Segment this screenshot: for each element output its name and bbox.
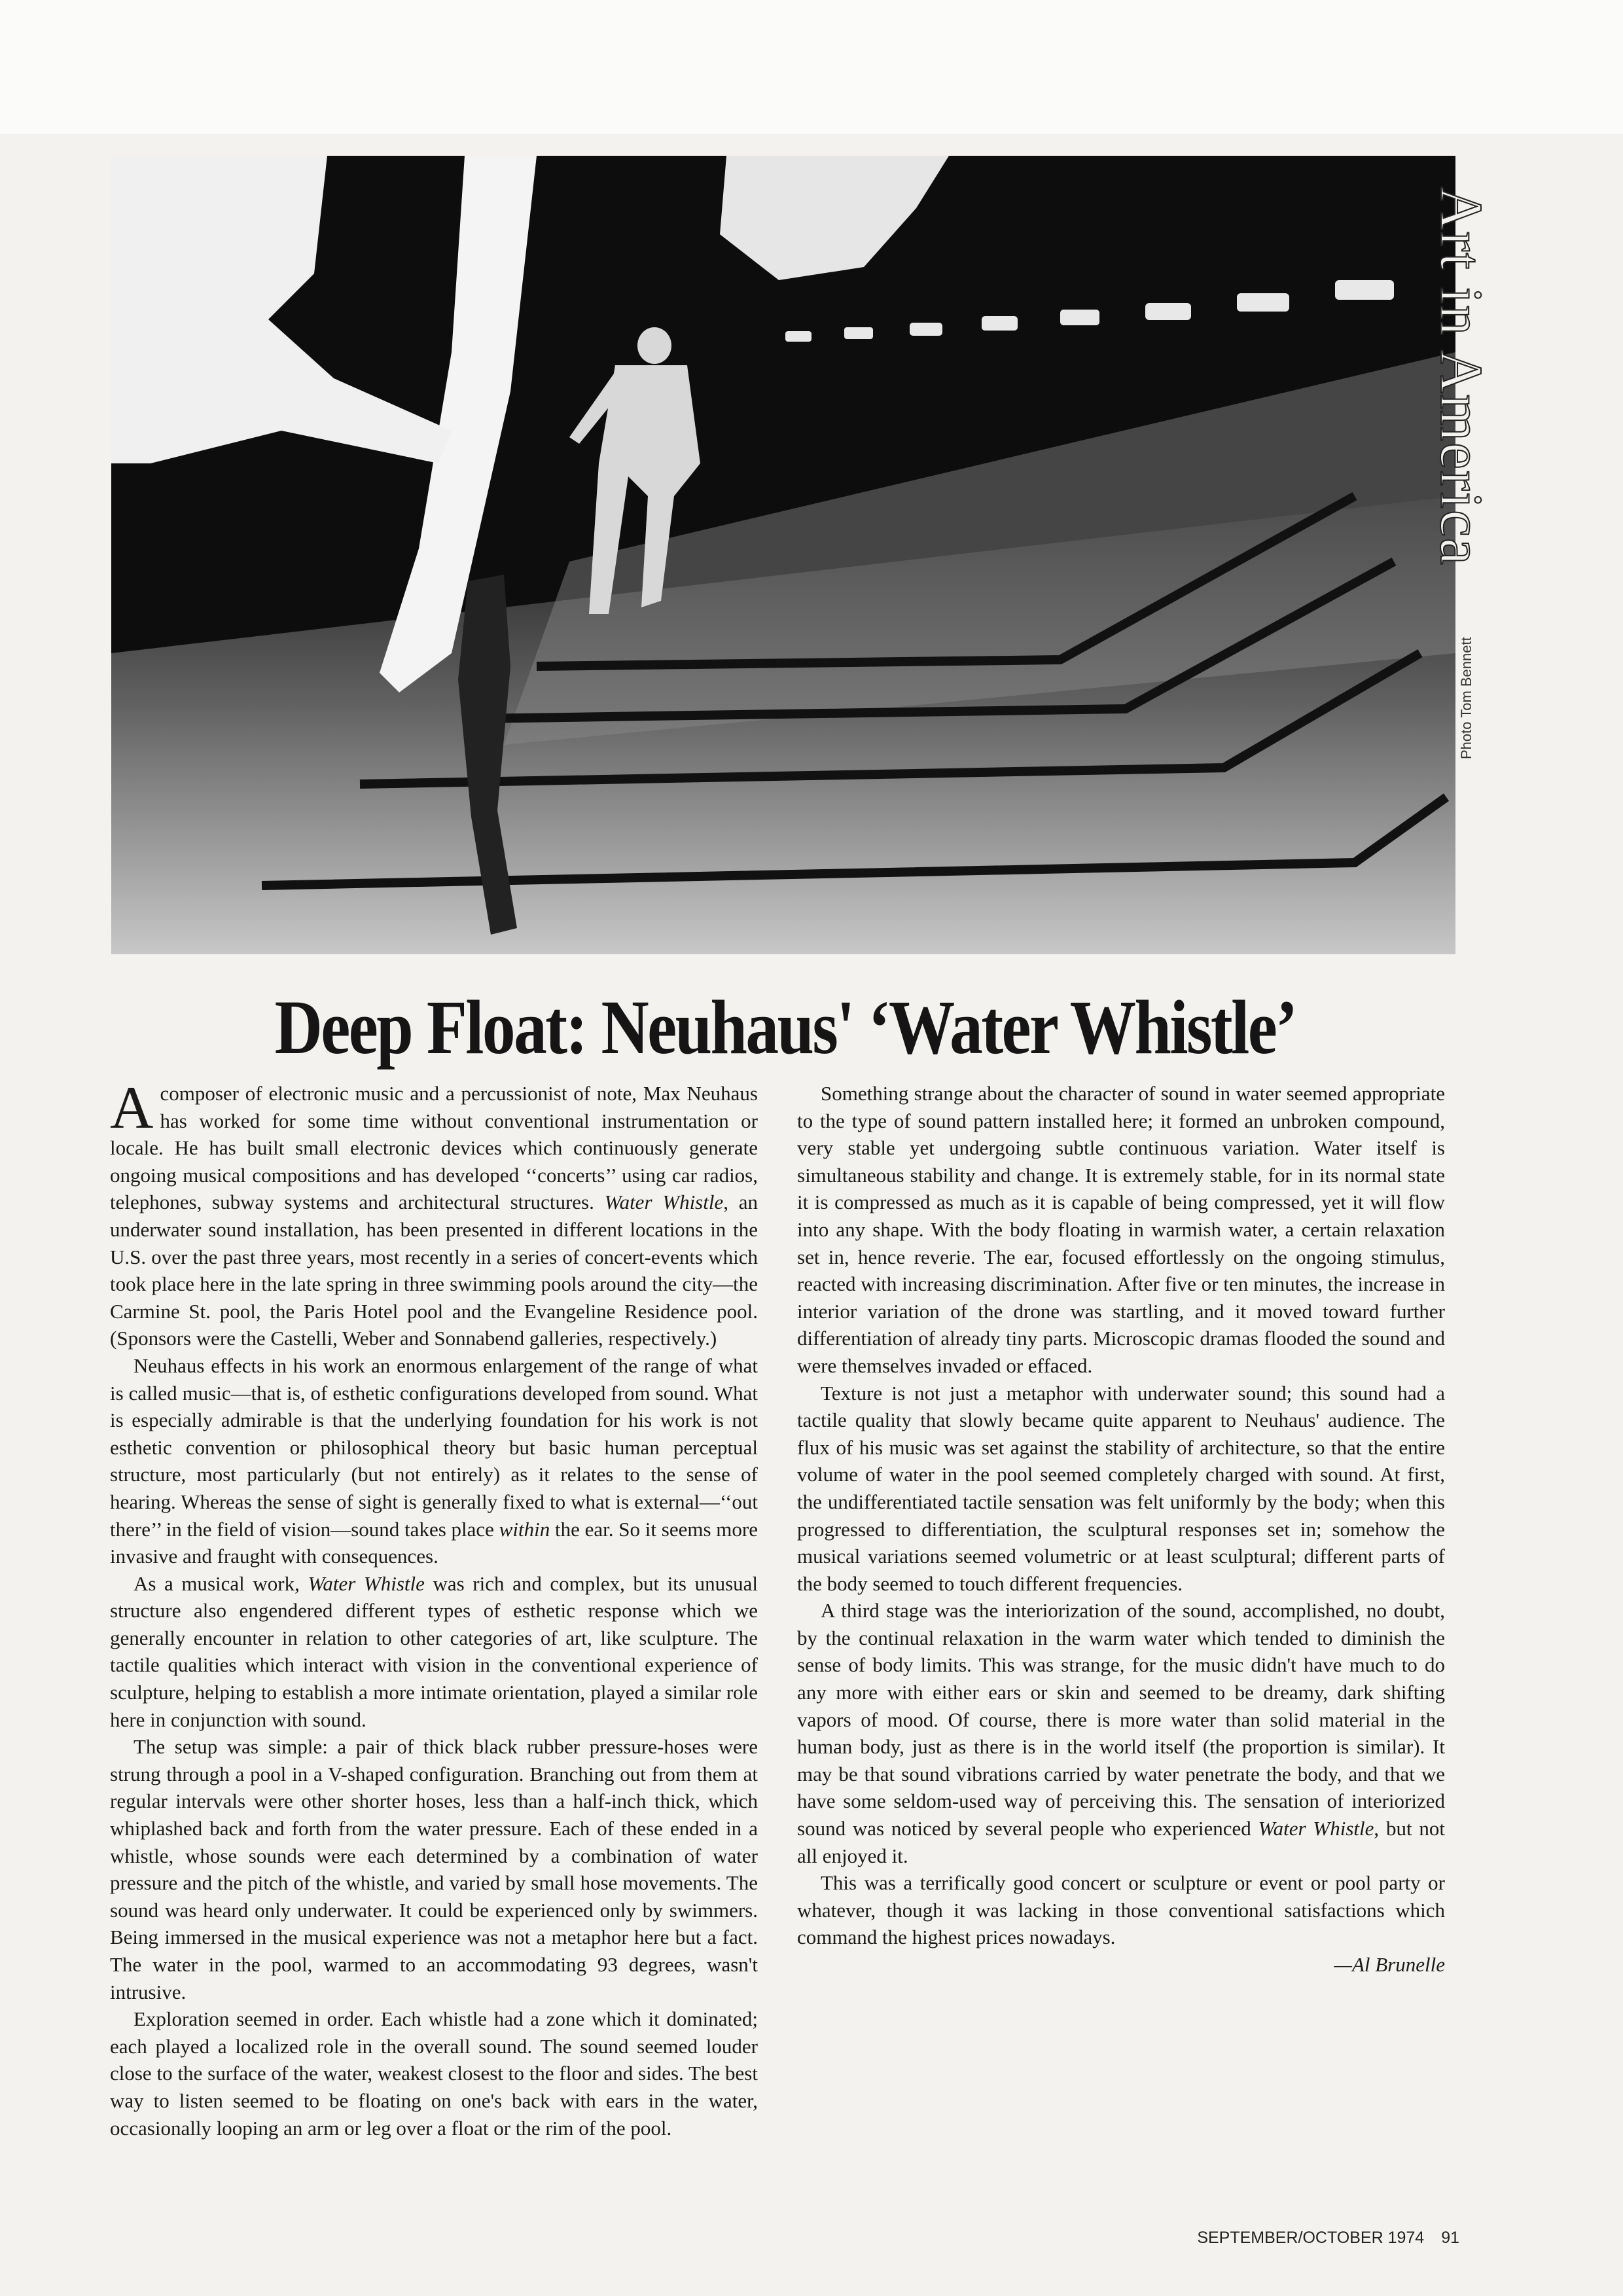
paragraph-4: The setup was simple: a pair of thick black rubber pressure-hoses were strung through a pool in a V-shaped configuration. Branching out from them at regular intervals were other shorter hoses, less than a half-inch thick, which whiplashed back and forth from the water pressure. Each of these ended in a whistle, whose sounds were each determined by a combination of water pressure and the pitch of the whistle, and varied by small hose movements. The sound was heard only underwater. It could be experienced only by swimmers. Being immersed in the musical experience was not a metaphor here but a fact. The water in the pool, warmed to an accommodating 93 degrees, wasn't intrusive. <box>110 1735 758 2003</box>
top-margin <box>0 0 1623 134</box>
paragraph-9: This was a terrifically good concert or sculpture or event or pool party or whatever, though it was lacking in those conventional satisfactions which command the highest prices nowadays. <box>797 1871 1445 1949</box>
page-number: 91 <box>1441 2229 1459 2247</box>
page-footer <box>1185 2229 1459 2248</box>
work-title: Water Whistle <box>604 1191 724 1214</box>
paragraph-3 <box>110 1570 758 1734</box>
paragraph-2 <box>110 1352 758 1570</box>
paragraph-8-text: A third stage was the interiorization of the sound, accomplished, no doubt, by the continual relaxation in the warm water which tended to diminish the sense of body limits. This was strange, for the music didn't have much to do any more with either ears or skin and seemed to be dreamy, dark shifting vapors of mood. Of course, there is more water than solid material in the human body, just as there is in the world itself (the proportion is similar). It may be that sound vibrations carried by water penetrate the body, and that we have some seldom-used way of perceiving this. The sensation of interiorized sound was noticed by several people who experienced <box>797 1599 1445 1840</box>
paragraph-8-rest: , but not all enjoyed it. <box>797 1817 1445 1867</box>
paragraph-6: Something strange about the character of sound in water seemed appropriate to the type of sound pattern installed here; it formed an unbroken compound, very stable yet undergoing subtle continuous variation. Water itself is simultaneous stability and change. It is extremely stable, for in its normal state it is compressed as much as it is capable of being compressed, yet it will flow into any shape. With the body floating in warmish water, a certain relaxation set in, hence reverie. The ear, focused effortlessly on the ongoing stimulus, reacted with increasing discrimination. After five or ten minutes, the increase in interior variation of the drone was startling, and it moved toward further differentiation of already tiny parts. Microscopic dramas flooded the sound and were themselves invaded or effaced. <box>797 1082 1445 1377</box>
paragraph-3-rest: was rich and complex, but its unusual structure also engendered different types of esthetic response which we generally encounter in relation to other categories of art, like sculpture. The tactile qualities which interact with vision in the conventional experience of sculpture, helping to establish a more intimate orientation, played a similar role here in conjunction with sound. <box>110 1571 758 1731</box>
article-headline: Deep Float: Neuhaus' ‘Water Whistle’ <box>274 984 1296 1070</box>
photo-credit: Photo Tom Bennett <box>1458 637 1474 759</box>
paragraph-7: Texture is not just a metaphor with underwater sound; this sound had a tactile quality that slowly became quite apparent to Neuhaus' audience. The flux of his music was set against the stability of architecture, so that the entire volume of water in the pool seemed completely charged with sound. At first, the undifferentiated tactile sensation was felt uniformly by the body; when this progressed to differentiation, the sculptural responses set in; somehow the musical variations seemed volumetric or at least sculptural; different parts of the body seemed to touch different frequencies. <box>797 1381 1445 1595</box>
article-column-left <box>110 1074 758 2142</box>
paragraph-1-text: composer of electronic music and a percussionist of note, Max Neuhaus has worked for some time without conventional instrumentation or locale. He has built small electronic devices which continuously generate ongoing musical compositions and has developed ‘‘concerts’’ using car radios, telephones, subway systems and architectural structures. <box>110 1082 758 1214</box>
magazine-masthead: Art in America <box>1428 187 1495 566</box>
paragraph-8 <box>797 1597 1445 1869</box>
paragraph-1 <box>110 1074 758 1352</box>
emphasis-within: within <box>499 1517 550 1541</box>
work-title: Water Whistle <box>308 1571 425 1595</box>
paragraph-2-rest: the ear. So it seems more invasive and fraught with consequences. <box>110 1517 758 1568</box>
drop-cap: A <box>110 1074 154 1141</box>
article-column-right <box>797 1080 1445 1979</box>
work-title: Water Whistle <box>1258 1817 1374 1840</box>
pool-photograph <box>111 156 1455 954</box>
paragraph-1-rest: , an underwater sound installation, has been presented in different locations in the U.S. over the past three years, most recently in a series of concert-events which took place here in the late spring in three swimming pools around the city—the Carmine St. pool, the Paris Hotel pool and the Evangeline Residence pool. (Sponsors were the Castelli, Weber and Sonnabend galleries, respectively.) <box>110 1191 758 1350</box>
paragraph-3-text: As a musical work, <box>134 1571 308 1595</box>
author-signature: —Al Brunelle <box>1334 1953 1445 1976</box>
paragraph-5: Exploration seemed in order. Each whistle had a zone which it dominated; each played a localized role in the overall sound. The sound seemed louder close to the surface of the water, weakest closest to the floor and sides. The best way to listen seemed to be floating on one's back with ears in the water, occasionally looping an arm or leg over a float or the rim of the pool. <box>110 2007 758 2140</box>
paragraph-2-text: Neuhaus effects in his work an enormous enlargement of the range of what is called music—that is, of esthetic configurations developed from sound. What is especially admirable is that the underlying foundation for his work is not esthetic convention or philosophical theory but basic human perceptual structure, most particularly (but not entirely) as it relates to the sense of hearing. Whereas the sense of sight is generally fixed to what is external—‘‘out there’’ in the field of vision—sound takes place <box>110 1354 758 1541</box>
swimmers-image <box>111 156 1455 954</box>
issue-date: SEPTEMBER/OCTOBER 1974 <box>1197 2229 1425 2247</box>
